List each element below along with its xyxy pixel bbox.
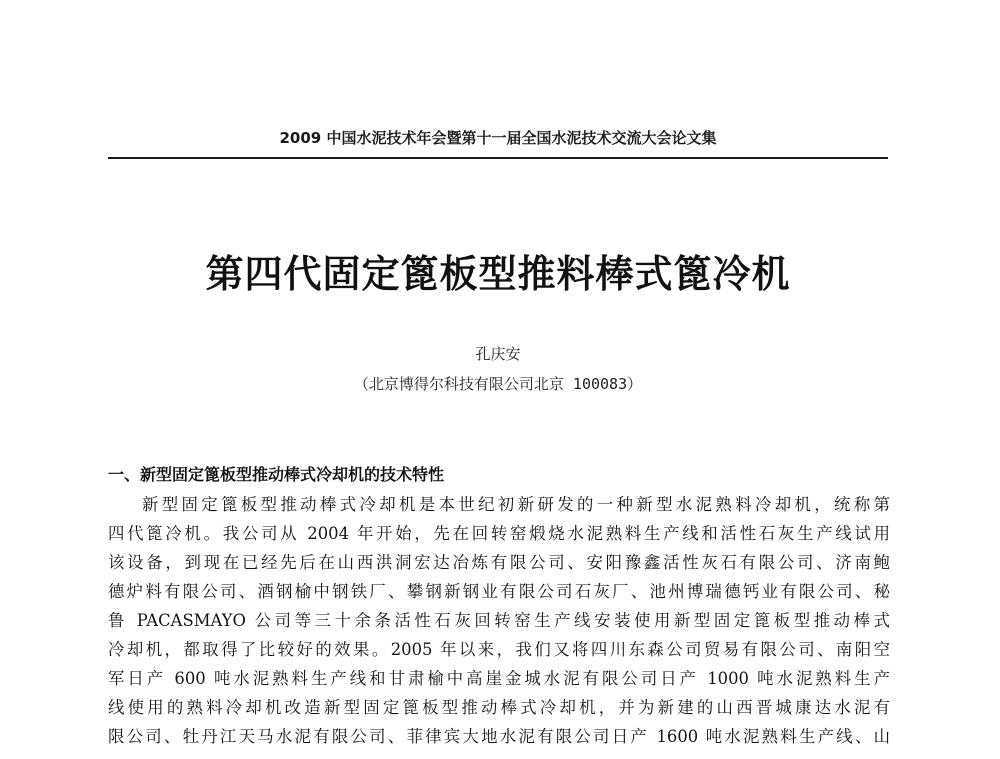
paper-title: 第四代固定篦板型推料棒式篦冷机: [205, 251, 791, 296]
author-name: 孔庆安: [475, 345, 521, 363]
body-line: 新型固定篦板型推动棒式冷却机是本世纪初新研发的一种新型水泥熟料冷却机，统称第: [142, 495, 890, 514]
header-rule-divider: [108, 157, 888, 159]
body-line: 军日产 600 吨水泥熟料生产线和甘肃榆中高崖金城水泥有限公司日产 1000 吨水泥熟料生产: [108, 669, 890, 688]
body-line: 线使用的熟料冷却机改造新型固定篦板型推动棒式冷却机，并为新建的山西晋城康达水泥有: [108, 698, 890, 717]
body-line: 冷却机，都取得了比较好的效果。2005 年以来，我们又将四川东森公司贸易有限公司、南阳空: [108, 640, 890, 659]
body-line: 四代篦冷机。我公司从 2004 年开始，先在回转窑煅烧水泥熟料生产线和活性石灰生产线试用: [108, 524, 890, 543]
section-heading: 一、新型固定篦板型推动棒式冷却机的技术特性: [108, 465, 445, 484]
body-line: 鲁 PACASMAYO 公司等三十余条活性石灰回转窑生产线安装使用新型固定篦板型推动棒式: [108, 611, 890, 630]
body-line: 德炉料有限公司、酒钢榆中钢铁厂、攀钢新钢业有限公司石灰厂、池州博瑞德钙业有限公司、秘: [108, 582, 890, 601]
body-line: 限公司、牡丹江天马水泥有限公司、菲律宾大地水泥有限公司日产 1600 吨水泥熟料生产线、山: [108, 727, 890, 746]
running-header: 2009 中国水泥技术年会暨第十一届全国水泥技术交流大会论文集: [279, 129, 717, 147]
author-affiliation: （北京博得尔科技有限公司北京 100083）: [353, 375, 643, 393]
body-paragraph: [108, 490, 890, 751]
body-line: 该设备，到现在已经先后在山西洪洞宏达冶炼有限公司、安阳豫鑫活性灰石有限公司、济南鲍: [108, 553, 890, 572]
